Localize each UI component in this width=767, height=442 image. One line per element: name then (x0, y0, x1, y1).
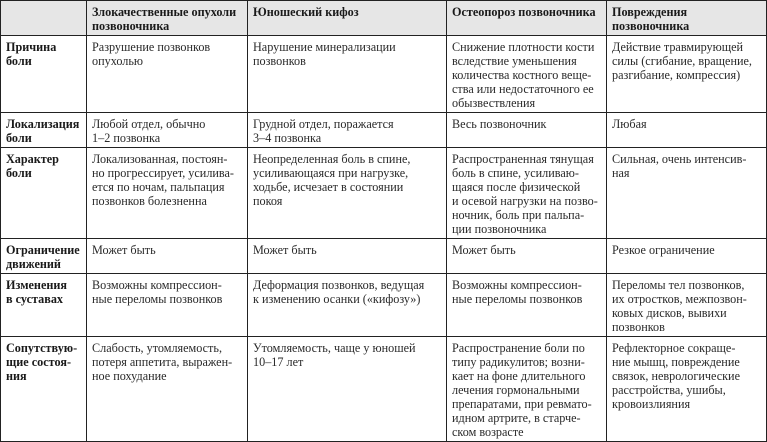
header-cell-empty (1, 1, 87, 36)
table-cell: Может быть (248, 239, 447, 274)
table-row (1, 148, 767, 239)
header-row (1, 1, 767, 36)
table-cell: Грудной отдел, поражается 3–4 позвонка (248, 113, 447, 148)
table-cell: Возможны компрессион- ные переломы позвонков (447, 274, 607, 337)
table-row (1, 274, 767, 337)
table-cell: Любая (607, 113, 767, 148)
header-cell: Юношеский кифоз (248, 1, 447, 36)
table-cell: Рефлекторное сокраще- ние мышц, повреждение связок, неврологические расстройства, ушибы, кровоизлияния (607, 337, 767, 442)
table-cell: Весь позвоночник (447, 113, 607, 148)
table-cell: Слабость, утомляемость, потеря аппетита, выражен- ное похудание (87, 337, 248, 442)
table-cell: Распространенная тянущая боль в спине, усиливаю- щаяся после физической и осевой нагрузки на позво- ночник, боль при пальпа- ции позвоночника (447, 148, 607, 239)
table-cell: Деформация позвонков, ведущая к изменению осанки («кифозу») (248, 274, 447, 337)
table-cell: Может быть (87, 239, 248, 274)
table-cell: Локализованная, постоян- но прогрессирует, усилива- ется по ночам, пальпация позвонков болезненна (87, 148, 248, 239)
table-cell: Распространение боли по типу радикулитов; возни- кает на фоне длительного лечения гормональными препаратами, при ревмато- идном артрите, в старче- ском возрасте (447, 337, 607, 442)
table-cell: Сильная, очень интенсив- ная (607, 148, 767, 239)
table-cell: Любой отдел, обычно 1–2 позвонка (87, 113, 248, 148)
table-cell: Действие травмирующей силы (сгибание, вращение, разгибание, компрессия) (607, 36, 767, 113)
table-row (1, 239, 767, 274)
table-cell: Резкое ограничение (607, 239, 767, 274)
row-header: Изменения в суставах (1, 274, 87, 337)
header-cell: Остеопороз позвоночника (447, 1, 607, 36)
header-cell: Злокачественные опухоли позвоночника (87, 1, 248, 36)
row-header: Ограничение движений (1, 239, 87, 274)
table-cell: Нарушение минерализации позвонков (248, 36, 447, 113)
table-row (1, 113, 767, 148)
table-cell: Снижение плотности кости вследствие уменьшения количества костного веще- ства или недостаточного ее обызвествления (447, 36, 607, 113)
table-cell: Неопределенная боль в спине, усиливающаяся при нагрузке, ходьбе, исчезает в состоянии покоя (248, 148, 447, 239)
table-cell: Переломы тел позвонков, их отростков, межпозвон- ковых дисков, вывихи позвонков (607, 274, 767, 337)
table-row (1, 337, 767, 442)
table-cell: Может быть (447, 239, 607, 274)
table-cell: Утомляемость, чаще у юношей 10–17 лет (248, 337, 447, 442)
header-cell: Повреждения позвоночника (607, 1, 767, 36)
table-cell: Возможны компрессион- ные переломы позвонков (87, 274, 248, 337)
table-cell: Разрушение позвонков опухолью (87, 36, 248, 113)
row-header: Сопутствую- щие состоя- ния (1, 337, 87, 442)
table-row (1, 36, 767, 113)
row-header: Локализация боли (1, 113, 87, 148)
row-header: Причина боли (1, 36, 87, 113)
row-header: Характер боли (1, 148, 87, 239)
